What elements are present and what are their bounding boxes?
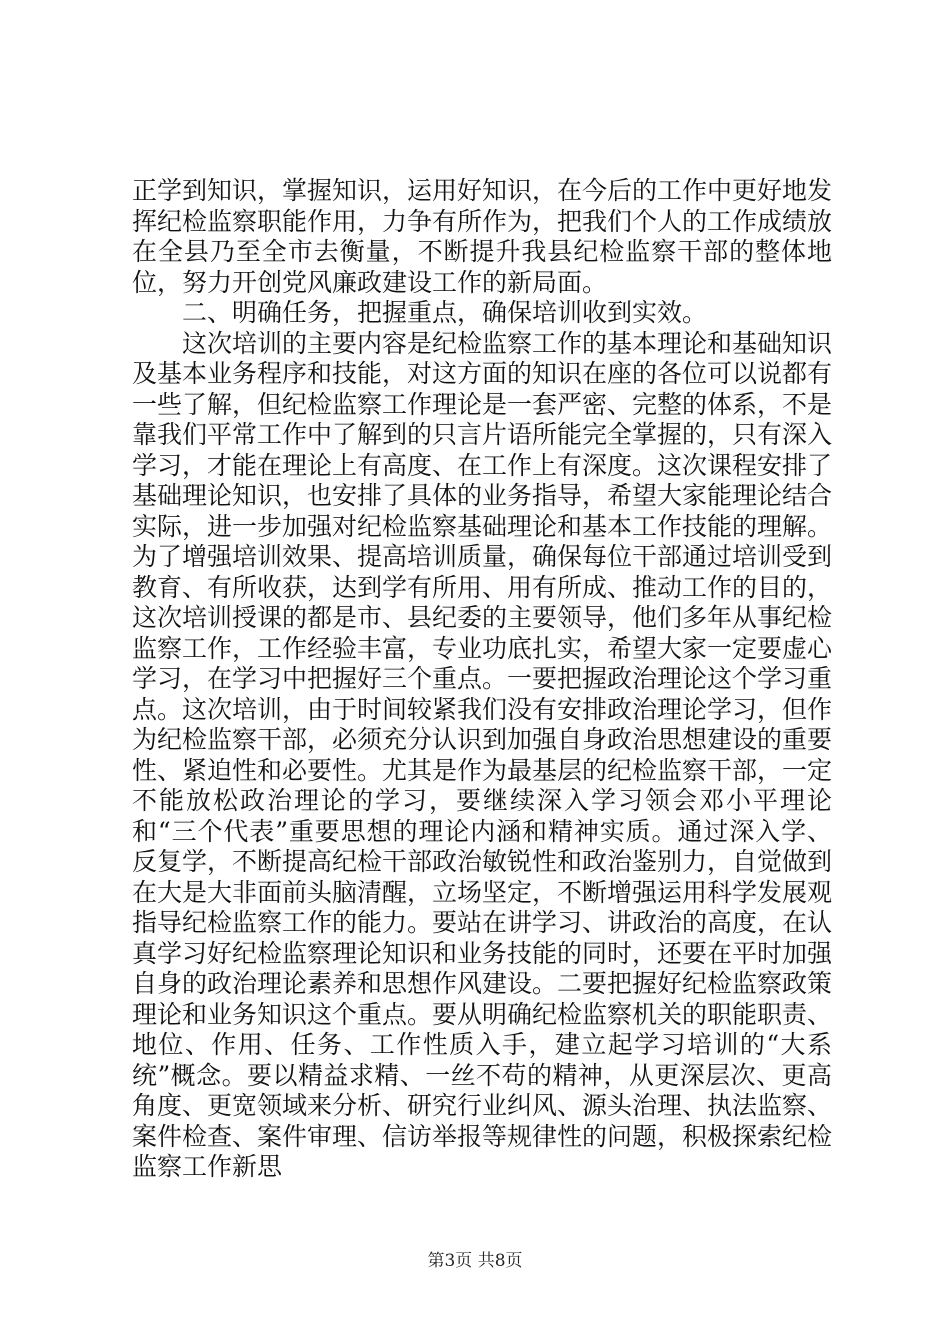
page-number-footer: 第3页 共8页 bbox=[427, 1251, 523, 1271]
document-body bbox=[132, 176, 832, 1183]
paragraph-2-section-heading: 二、明确任务，把握重点，确保培训收到实效。 bbox=[182, 298, 708, 327]
paragraph-1: 正学到知识，掌握知识，运用好知识，在今后的工作中更好地发挥纪检监察职能作用，力争有所作为，把我们个人的工作成绩放在全县乃至全市去衡量，不断提升我县纪检监察干部的整体地位，努力开创党风廉政建设工作的新局面。 bbox=[132, 176, 833, 297]
paragraph-3: 这次培训的主要内容是纪检监察工作的基本理论和基础知识及基本业务程序和技能，对这方面的知识在座的各位可以说都有一些了解，但纪检监察工作理论是一套严密、完整的体系，不是靠我们平常工作中了解到的只言片语所能完全掌握的，只有深入学习，才能在理论上有高度、在工作上有深度。这次课程安排了基础理论知识，也安排了具体的业务指导，希望大家能理论结合实际，进一步加强对纪检监察基础理论和基本工作技能的理解。为了增强培训效果、提高培训质量，确保每位干部通过培训受到教育、有所收获，达到学有所用、用有所成、推动工作的目的，这次培训授课的都是市、县纪委的主要领导，他们多年从事纪检监察工作，工作经验丰富，专业功底扎实，希望大家一定要虚心学习，在学习中把握好三个重点。一要把握政治理论这个学习重点。这次培训，由于时间较紧我们没有安排政治理论学习，但作为纪检监察干部，必须充分认识到加强自身政治思想建设的重要性、紧迫性和必要性。尤其是作为最基层的纪检监察干部，一定不能放松政治理论的学习，要继续深入学习领会邓小平理论和“三个代表”重要思想的理论内涵和精神实质。通过深入学、反复学，不断提高纪检干部政治敏锐性和政治鉴别力，自觉做到在大是大非面前头脑清醒，立场坚定，不断增强运用科学发展观指导纪检监察工作的能力。要站在讲学习、讲政治的高度，在认真学习好纪检监察理论知识和业务技能的同时，还要在平时加强自身的政治理论素养和思想作风建设。二要把握好纪检监察政策理论和业务知识这个重点。要从明确纪检监察机关的职能职责、地位、作用、任务、工作性质入手，建立起学习培训的“大系统”概念。要以精益求精、一丝不苟的精神，从更深层次、更高角度、更宽领域来分析、研究行业纠风、源头治理、执法监察、案件检查、案件审理、信访举报等规律性的问题，积极探索纪检监察工作新思 bbox=[132, 328, 833, 1181]
